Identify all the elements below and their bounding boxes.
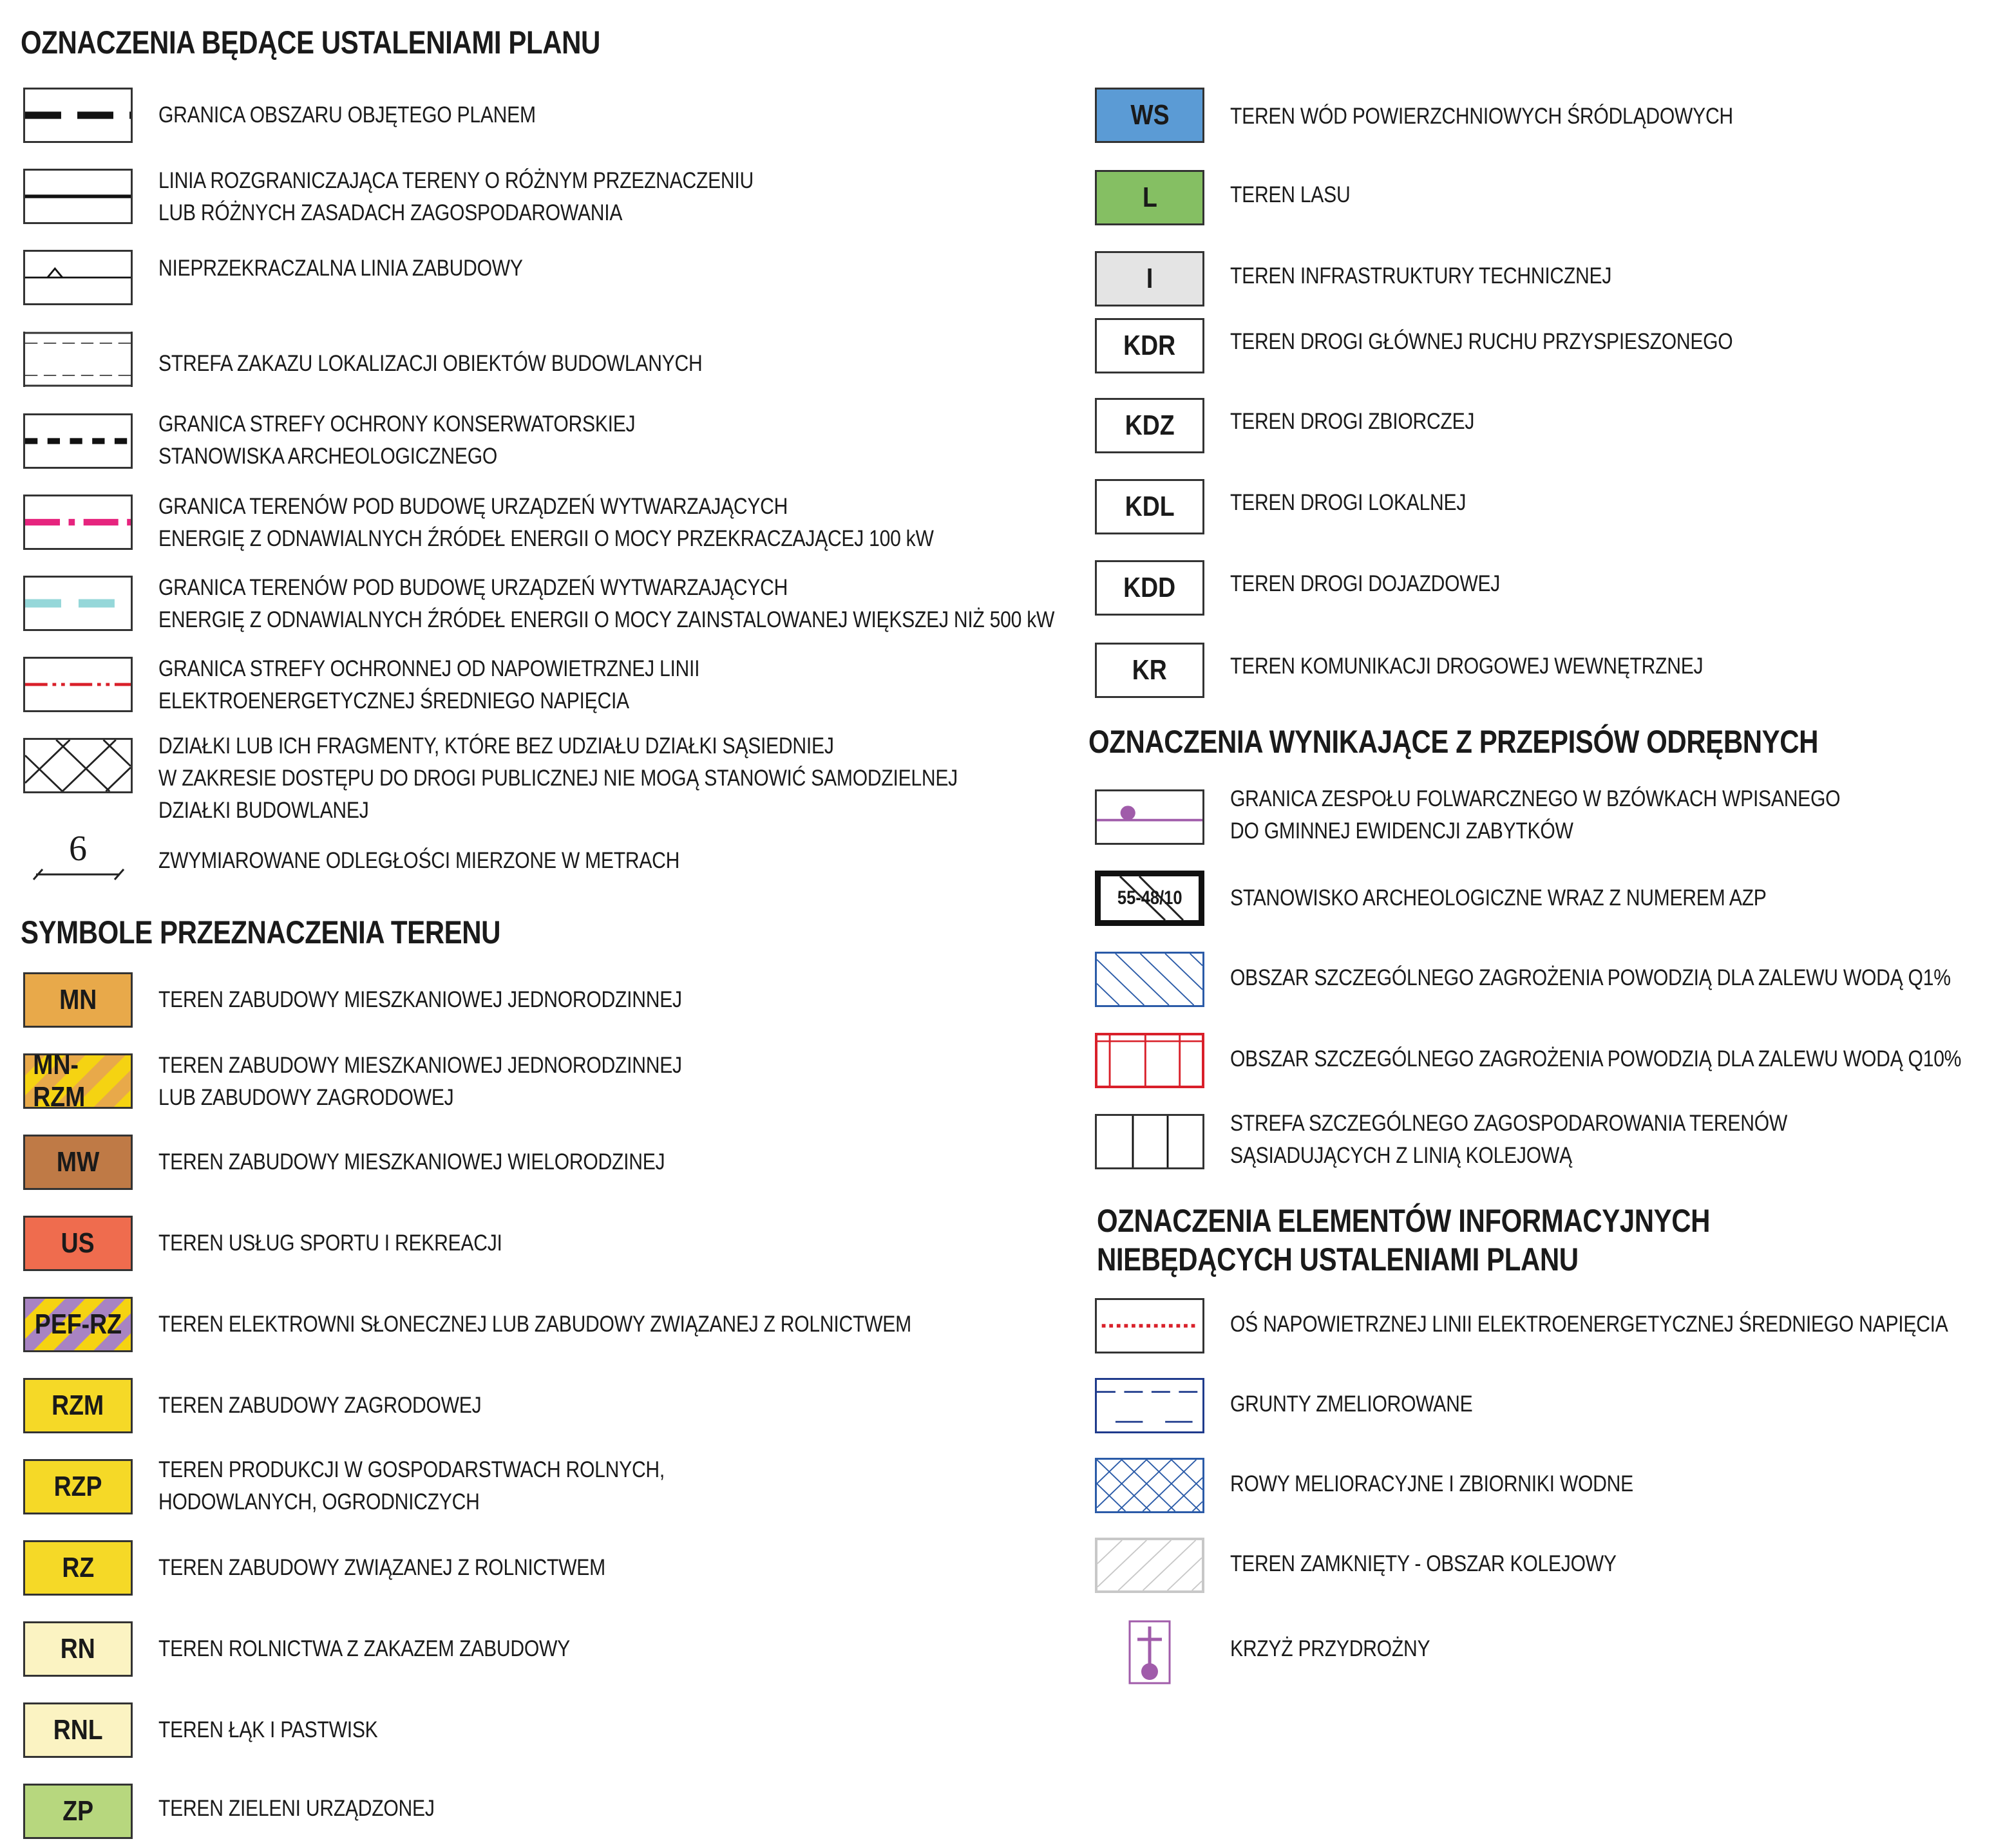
legend-row-us bbox=[23, 1216, 1118, 1280]
legend-label: GRANICA STREFY OCHRONNEJ OD NAPOWIETRZNEJ LINII ELEKTROENERGETYCZNEJ ŚREDNIEGO NAPIĘCIA bbox=[158, 656, 700, 713]
no-build-zone-symbol bbox=[23, 332, 133, 387]
energy-100kw-symbol bbox=[23, 495, 133, 550]
legend-label: GRANICA TERENÓW POD BUDOWĘ URZĄDZEŃ WYTWARZAJĄCYCH ENERGIĘ Z ODNAWIALNYCH ŹRÓDEŁ ENERGII O MOCY PRZEKRACZAJĄCEJ 100 kW bbox=[158, 494, 934, 551]
legend-label: TEREN DROGI GŁÓWNEJ RUCHU PRZYSPIESZONEGO bbox=[1230, 329, 1733, 354]
legend-label: TEREN ZABUDOWY MIESZKANIOWEJ WIELORODZINEJ bbox=[158, 1149, 665, 1174]
legend-row-drained-land bbox=[1095, 1378, 1990, 1442]
legend-label: TEREN ZAMKNIĘTY - OBSZAR KOLEJOWY bbox=[1230, 1551, 1617, 1576]
legend-label: OŚ NAPOWIETRZNEJ LINII ELEKTROENERGETYCZNEJ ŚREDNIEGO NAPIĘCIA bbox=[1230, 1312, 1948, 1337]
legend-label: TEREN ŁĄK I PASTWISK bbox=[158, 1717, 378, 1742]
legend-row-manor-complex bbox=[1095, 786, 1990, 854]
legend-row-no-build-zone bbox=[23, 332, 1118, 396]
zone-swatch-mn: MN bbox=[23, 972, 133, 1028]
legend-label: STANOWISKO ARCHEOLOGICZNE WRAZ Z NUMEREM AZP bbox=[1230, 885, 1767, 910]
legend-label: TEREN KOMUNIKACJI DROGOWEJ WEWNĘTRZNEJ bbox=[1230, 654, 1704, 679]
legend-row-flood-q10 bbox=[1095, 1033, 1990, 1097]
legend-row-rzm bbox=[23, 1378, 1118, 1442]
zone-swatch-pef-rz: PEF-RZ bbox=[23, 1297, 133, 1352]
legend-row-i bbox=[1095, 251, 1990, 316]
legend-row-mw bbox=[23, 1135, 1118, 1199]
legend-row-rzp bbox=[23, 1459, 1118, 1523]
legend-label: GRANICA OBSZARU OBJĘTEGO PLANEM bbox=[158, 102, 536, 127]
dimension-symbol bbox=[23, 829, 133, 892]
heading-info: OZNACZENIA ELEMENTÓW INFORMACYJNYCH NIEBĘDĄCYCH USTALENIAMI PLANU bbox=[1097, 1203, 1711, 1278]
legend-row-l bbox=[1095, 170, 1990, 234]
zone-swatch-rnl: RNL bbox=[23, 1702, 133, 1758]
demarcation-line-symbol bbox=[23, 169, 133, 224]
heading-symbols: SYMBOLE PRZEZNACZENIA TERENU bbox=[21, 914, 501, 950]
dimension-number: 6 bbox=[69, 829, 87, 869]
flood-q10-symbol bbox=[1095, 1033, 1204, 1088]
conservation-zone-symbol bbox=[23, 413, 133, 469]
manor-complex-symbol bbox=[1095, 789, 1204, 845]
legend-row-dimension bbox=[23, 829, 1118, 901]
legend-row-kdl bbox=[1095, 479, 1990, 543]
legend-label: LINIA ROZGRANICZAJĄCA TERENY O RÓŻNYM PRZEZNACZENIU LUB RÓŻNYCH ZASADACH ZAGOSPODAROWANIA bbox=[158, 168, 754, 225]
zone-swatch-kdl: KDL bbox=[1095, 479, 1204, 534]
legend-row-kdd bbox=[1095, 560, 1990, 625]
legend-label: OBSZAR SZCZEGÓLNEGO ZAGROŻENIA POWODZIĄ DLA ZALEWU WODĄ Q10% bbox=[1230, 1046, 1962, 1071]
ditches-symbol bbox=[1095, 1458, 1204, 1513]
legend-label: KRZYŻ PRZYDROŻNY bbox=[1230, 1636, 1430, 1661]
legend-label: DZIAŁKI LUB ICH FRAGMENTY, KTÓRE BEZ UDZIAŁU DZIAŁKI SĄSIEDNIEJ W ZAKRESIE DOSTĘPU DO DROGI PUBLICZNEJ NIE MOGĄ STANOWIĆ SAMODZIELNEJ DZIAŁKI BUDOWLANEJ bbox=[158, 733, 958, 823]
legend-label: STREFA ZAKAZU LOKALIZACJI OBIEKTÓW BUDOWLANYCH bbox=[158, 351, 703, 376]
legend-row-demarcation-line bbox=[23, 169, 1118, 233]
zone-swatch-mn-rzm: MN-RZM bbox=[23, 1053, 133, 1109]
legend-row-rnl bbox=[23, 1702, 1118, 1767]
legend-row-building-line bbox=[23, 250, 1118, 314]
power-line-axis-symbol bbox=[1095, 1298, 1204, 1353]
plan-boundary-symbol bbox=[23, 88, 133, 143]
zone-swatch-rz: RZ bbox=[23, 1540, 133, 1596]
zone-swatch-kr: KR bbox=[1095, 643, 1204, 698]
legend-label: OBSZAR SZCZEGÓLNEGO ZAGROŻENIA POWODZIĄ DLA ZALEWU WODĄ Q1% bbox=[1230, 965, 1951, 990]
legend-label: TEREN WÓD POWIERZCHNIOWYCH ŚRÓDLĄDOWYCH bbox=[1230, 104, 1733, 129]
legend-row-rn bbox=[23, 1621, 1118, 1686]
heading-plan: OZNACZENIA BĘDĄCE USTALENIAMI PLANU bbox=[21, 24, 600, 61]
legend-label: TEREN LASU bbox=[1230, 182, 1351, 207]
legend-row-plan-boundary bbox=[23, 88, 1118, 152]
zone-swatch-kdr: KDR bbox=[1095, 318, 1204, 373]
legend-row-kdr bbox=[1095, 318, 1990, 382]
legend-label: TEREN ROLNICTWA Z ZAKAZEM ZABUDOWY bbox=[158, 1636, 570, 1661]
zone-swatch-rn: RN bbox=[23, 1621, 133, 1677]
legend-label: STREFA SZCZEGÓLNEGO ZAGOSPODAROWANIA TERENÓW SĄSIADUJĄCYCH Z LINIĄ KOLEJOWĄ bbox=[1230, 1111, 1788, 1168]
legend-label: TEREN DROGI ZBIORCZEJ bbox=[1230, 409, 1475, 434]
legend-label: GRUNTY ZMELIOROWANE bbox=[1230, 1391, 1473, 1417]
legend-label: TEREN ZABUDOWY MIESZKANIOWEJ JEDNORODZINNEJ LUB ZABUDOWY ZAGRODOWEJ bbox=[158, 1053, 682, 1110]
railway-zone-symbol bbox=[1095, 1114, 1204, 1169]
legend-row-railway-zone bbox=[1095, 1111, 1990, 1178]
legend-row-power-line-zone bbox=[23, 657, 1118, 721]
legend-row-zp bbox=[23, 1784, 1118, 1848]
railway-closed-symbol bbox=[1095, 1538, 1204, 1593]
legend-row-kr bbox=[1095, 643, 1990, 707]
legend-label: TEREN DROGI DOJAZDOWEJ bbox=[1230, 571, 1501, 596]
legend-label: TEREN ZABUDOWY MIESZKANIOWEJ JEDNORODZINNEJ bbox=[158, 987, 682, 1012]
legend-row-pef-rz bbox=[23, 1297, 1118, 1361]
zone-swatch-ws: WS bbox=[1095, 88, 1204, 143]
legend-label: ZWYMIAROWANE ODLEGŁOŚCI MIERZONE W METRACH bbox=[158, 848, 680, 873]
legend-label: GRANICA TERENÓW POD BUDOWĘ URZĄDZEŃ WYTWARZAJĄCYCH ENERGIĘ Z ODNAWIALNYCH ŹRÓDEŁ ENERGII O MOCY ZAINSTALOWANEJ WIĘKSZEJ NIŻ 500 kW bbox=[158, 575, 1055, 632]
legend-label: TEREN ZABUDOWY ZAGRODOWEJ bbox=[158, 1393, 482, 1418]
legend-row-ws bbox=[1095, 88, 1990, 152]
legend-row-mn-rzm bbox=[23, 1049, 1118, 1118]
legend-label: GRANICA ZESPOŁU FOLWARCZNEGO W BZÓWKACH WPISANEGO DO GMINNEJ EWIDENCJI ZABYTKÓW bbox=[1230, 786, 1841, 844]
roadside-cross-icon bbox=[1128, 1620, 1171, 1684]
legend-row-roadside-cross bbox=[1095, 1620, 1990, 1684]
legend-row-energy-500kw bbox=[23, 576, 1118, 640]
azp-number: 55-48/10 bbox=[1117, 887, 1182, 909]
zone-swatch-mw: MW bbox=[23, 1135, 133, 1190]
zone-swatch-rzp: RZP bbox=[23, 1459, 133, 1514]
drained-land-symbol bbox=[1095, 1378, 1204, 1433]
zone-swatch-rzm: RZM bbox=[23, 1378, 133, 1433]
legend-row-plots bbox=[23, 733, 1118, 823]
archaeological-site-symbol bbox=[1095, 871, 1204, 926]
power-line-zone-symbol bbox=[23, 657, 133, 712]
legend-row-flood-q1 bbox=[1095, 952, 1990, 1016]
legend-label: TEREN INFRASTRUKTURY TECHNICZNEJ bbox=[1230, 263, 1612, 288]
zone-swatch-l: L bbox=[1095, 170, 1204, 225]
legend-label: TEREN PRODUKCJI W GOSPODARSTWACH ROLNYCH, HODOWLANYCH, OGRODNICZYCH bbox=[158, 1457, 665, 1514]
legend-label: ROWY MELIORACYJNE I ZBIORNIKI WODNE bbox=[1230, 1471, 1633, 1496]
building-line-symbol bbox=[23, 250, 133, 305]
legend-row-mn bbox=[23, 972, 1118, 1037]
legend-row-rz bbox=[23, 1540, 1118, 1605]
legend-label: GRANICA STREFY OCHRONY KONSERWATORSKIEJ STANOWISKA ARCHEOLOGICZNEGO bbox=[158, 411, 636, 469]
plots-symbol bbox=[23, 738, 133, 793]
zone-swatch-us: US bbox=[23, 1216, 133, 1271]
legend-row-conservation-zone bbox=[23, 413, 1118, 478]
legend-row-kdz bbox=[1095, 398, 1990, 462]
legend-row-railway-closed bbox=[1095, 1538, 1990, 1602]
legend-row-archaeological-site bbox=[1095, 871, 1990, 935]
legend-label: TEREN ZIELENI URZĄDZONEJ bbox=[158, 1796, 435, 1821]
legend-label: TEREN ELEKTROWNI SŁONECZNEJ LUB ZABUDOWY ZWIĄZANEJ Z ROLNICTWEM bbox=[158, 1312, 911, 1337]
flood-q1-symbol bbox=[1095, 952, 1204, 1007]
heading-separate: OZNACZENIA WYNIKAJĄCE Z PRZEPISÓW ODRĘBNYCH bbox=[1088, 724, 1819, 760]
legend-label: TEREN ZABUDOWY ZWIĄZANEJ Z ROLNICTWEM bbox=[158, 1555, 605, 1580]
legend-label: TEREN USŁUG SPORTU I REKREACJI bbox=[158, 1230, 502, 1256]
legend-row-energy-100kw bbox=[23, 495, 1118, 559]
legend-label: TEREN DROGI LOKALNEJ bbox=[1230, 490, 1467, 515]
energy-500kw-symbol bbox=[23, 576, 133, 631]
legend-row-power-line-axis bbox=[1095, 1298, 1990, 1362]
zone-swatch-kdd: KDD bbox=[1095, 560, 1204, 616]
zone-swatch-zp: ZP bbox=[23, 1784, 133, 1839]
legend-row-ditches bbox=[1095, 1458, 1990, 1522]
legend-label: NIEPRZEKRACZALNA LINIA ZABUDOWY bbox=[158, 256, 523, 281]
zone-swatch-kdz: KDZ bbox=[1095, 398, 1204, 453]
zone-swatch-i: I bbox=[1095, 251, 1204, 306]
